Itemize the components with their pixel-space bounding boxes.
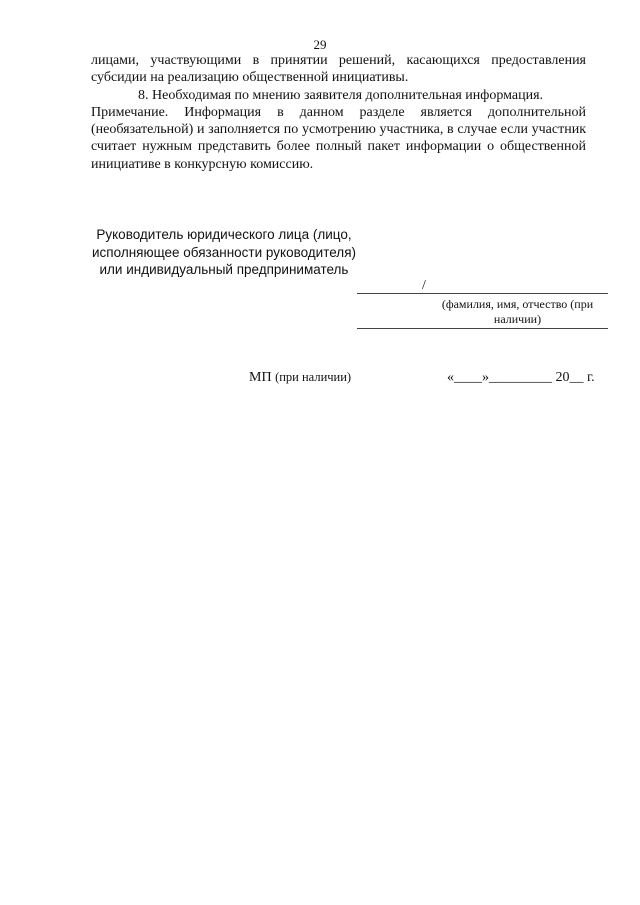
date-line: «____»_________ 20__ г. (447, 370, 595, 385)
paragraph-continuation: лицами, участвующими в принятии решений, касающихся предоставления субсидии на реализацию общественной инициативы. (91, 53, 586, 86)
seal-label: МП (249, 370, 272, 385)
document-body (91, 52, 586, 173)
signature-slash: / (422, 278, 426, 293)
seal-note: (при наличии) (275, 370, 352, 384)
name-line (357, 328, 608, 329)
name-caption: (фамилия, имя, отчество (при наличии) (441, 297, 594, 326)
paragraph-item-8: 8. Необходимая по мнению заявителя дополнительная информация. (138, 87, 544, 103)
seal-placeholder (249, 370, 351, 386)
paragraph-note: Примечание. Информация в данном разделе является дополнительной (необязательной) и заполняется по усмотрению участника, в случае если участник считает нужным представить более полный пакет информации о общественной инициативе в конкурсную комиссию. (91, 104, 586, 172)
page-number: 29 (313, 37, 327, 52)
signatory-label: Руководитель юридического лица (лицо, исполняющее обязанности руководителя) или индивидуальный предприниматель (92, 227, 356, 277)
signature-line (357, 293, 608, 294)
